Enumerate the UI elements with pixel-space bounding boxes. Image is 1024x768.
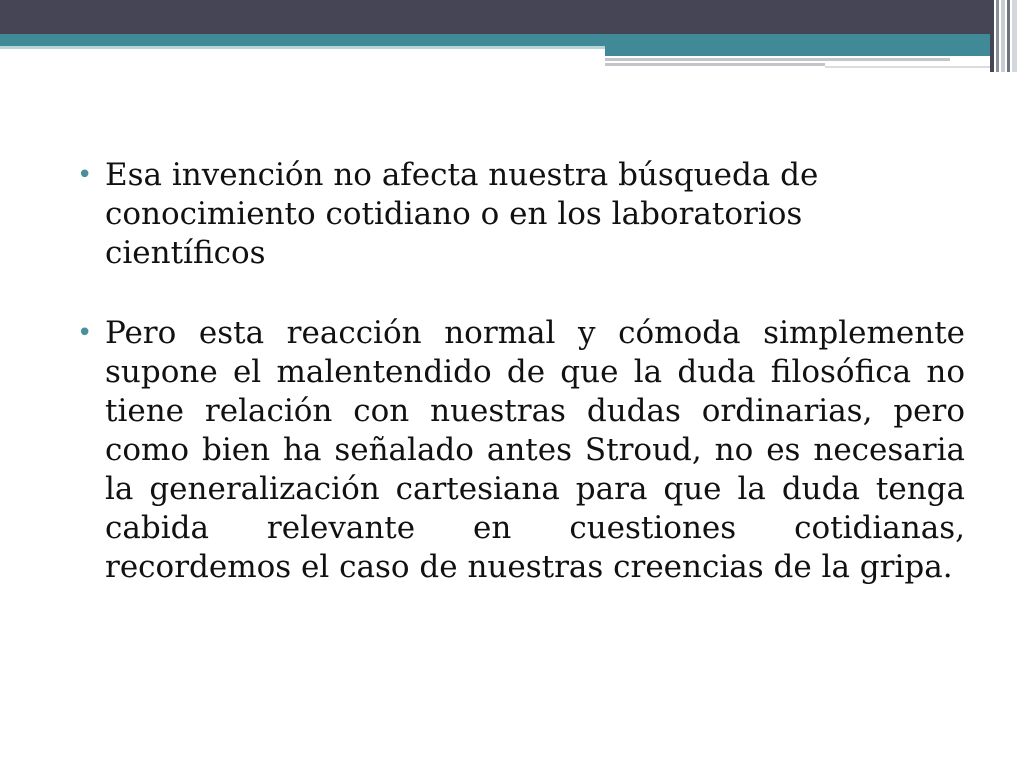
header-dark-bar	[0, 0, 1024, 34]
bullet-dot: •	[77, 318, 93, 348]
header-right-stripes	[990, 0, 1024, 72]
bullet-item	[75, 314, 965, 587]
header-teal-step	[605, 48, 1000, 56]
header-teal-highlight	[0, 46, 605, 49]
bullet-text: Esa invención no afecta nuestra búsqueda de conocimiento cotidiano o en los laboratorios científicos	[105, 157, 819, 271]
header-gray-line	[825, 66, 1000, 68]
bullet-item	[75, 156, 965, 273]
header-gray-line	[605, 58, 950, 61]
bullet-list	[75, 156, 965, 587]
header-gray-line	[605, 63, 825, 66]
bullet-text: Pero esta reacción normal y cómoda simplemente supone el malentendido de que la duda filosófica no tiene relación con nuestras dudas ordinarias, pero como bien ha señalado antes Stroud, no es necesaria la generalización cartesiana para que la duda tenga cabida relevante en cuestiones cotidianas, recordemos el caso de nuestras creencias de la gripa.	[105, 315, 965, 585]
bullet-dot: •	[77, 160, 93, 190]
